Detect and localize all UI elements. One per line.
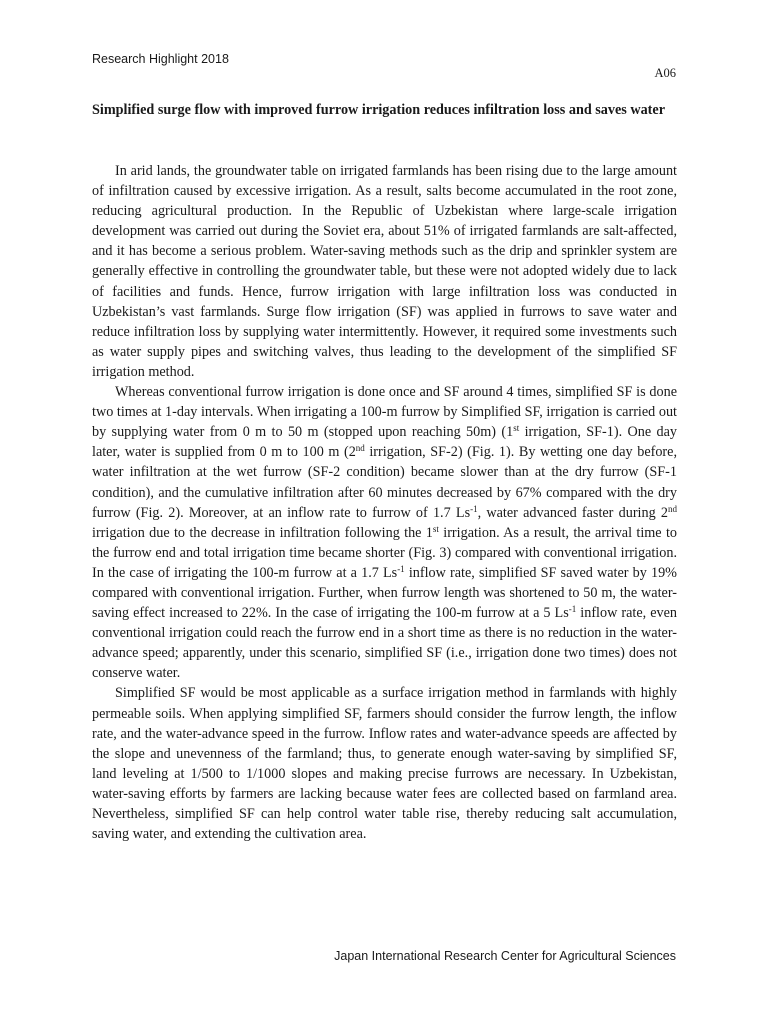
paragraph-2-text: irrigation. As a result, the arrival time to the furrow end and total irrigation time became shorter (Fig. 3) compared with conventional irrigation. In the case of irrigating the 100-m furrow at a 1.7 Ls (92, 524, 677, 581)
paragraph-2-text: inflow rate, simplified SF saved water by 19% compared with conventional irrigation. Further, when furrow length was shortened to 50 m, the water-saving effect increased to 22%. In the case of irrigating the 100-m furrow at a 5 Ls (92, 564, 677, 622)
superscript: st (513, 423, 520, 434)
paragraph-2-text: irrigation, SF-2) (Fig. 1). By wetting one day before, water infiltration at the wet furrow (SF-2 condition) became slower than at the dry furrow (SF-1 condition), and the cumulative infiltration after 60 minutes decreased by 67% compared with the dry furrow (Fig. 2). Moreover, at an inflow rate to furrow of 1.7 Ls (92, 444, 677, 521)
paragraph-2-text: , water advanced faster during 2 (477, 504, 668, 521)
paragraph-1: In arid lands, the groundwater table on irrigated farmlands has been rising due to the large amount of infiltration caused by excessive irrigation. As a result, salts become accumulated in the root zone, reducing agricultural production. In the Republic of Uzbekistan where large-scale irrigation development was carried out during the Soviet era, about 51% of irrigated farmlands are salt-affected, and it has become a serious problem. Water-saving methods such as the drip and sprinkler system are generally effective in controlling the groundwater table, but these were not adopted widely due to lack of facilities and funds. Hence, furrow irrigation with large infiltration loss was conducted in Uzbekistan’s vast farmlands. Surge flow irrigation (SF) was applied in furrows to save water and reduce infiltration loss by supplying water intermittently. However, it required some investments such as water supply pipes and switching valves, thus leading to the development of the simplified SF irrigation method. (92, 163, 677, 380)
superscript: nd (668, 503, 677, 514)
paragraph-2-text: inflow rate, even conventional irrigation could reach the furrow end in a short time as there is no reduction in the water-advance speed; apparently, under this scenario, simplified SF (i.e., irrigation done two times) does not conserve water. (92, 605, 677, 682)
header-code: A06 (654, 66, 676, 80)
paragraph-2 (92, 382, 677, 683)
page-title: Simplified surge flow with improved furrow irrigation reduces infiltration loss and saves water (92, 102, 665, 118)
paragraph-2-text: irrigation, SF-1). One day later, water is supplied from 0 m to 100 m (2 (92, 424, 677, 461)
paragraph-3: Simplified SF would be most applicable as a surface irrigation method in farmlands with highly permeable soils. When applying simplified SF, farmers should consider the furrow length, the inflow rate, and the water-advance speed in the furrow. Inflow rates and water-advance speeds are affected by the slope and unevenness of the farmland; thus, to generate enough water-saving by simplified SF, land leveling at 1/500 to 1/1000 slopes and making precise furrows are necessary. In Uzbekistan, water-saving efforts by farmers are lacking because water fees are collected based on farmland area. Nevertheless, simplified SF can help control water table rise, thereby reducing salt accumulation, saving water, and extending the cultivation area. (92, 685, 677, 843)
article-body (92, 161, 677, 844)
superscript: -1 (470, 503, 478, 514)
superscript: -1 (568, 604, 577, 615)
paragraph-2-text: irrigation due to the decrease in infiltration following the 1 (92, 524, 433, 541)
paragraph-2-text: Whereas conventional furrow irrigation is done once and SF around 4 times, simplified SF is done two times at 1-day intervals. When irrigating a 100-m furrow by Simplified SF, irrigation is carried out by supplying water from 0 m to 50 m (stopped upon reaching 50m) (1 (92, 384, 677, 441)
superscript: nd (355, 443, 365, 454)
superscript: -1 (397, 563, 405, 574)
header-series-label: Research Highlight 2018 (92, 52, 229, 66)
superscript: st (432, 523, 439, 534)
footer-organization: Japan International Research Center for Agricultural Sciences (334, 949, 676, 963)
